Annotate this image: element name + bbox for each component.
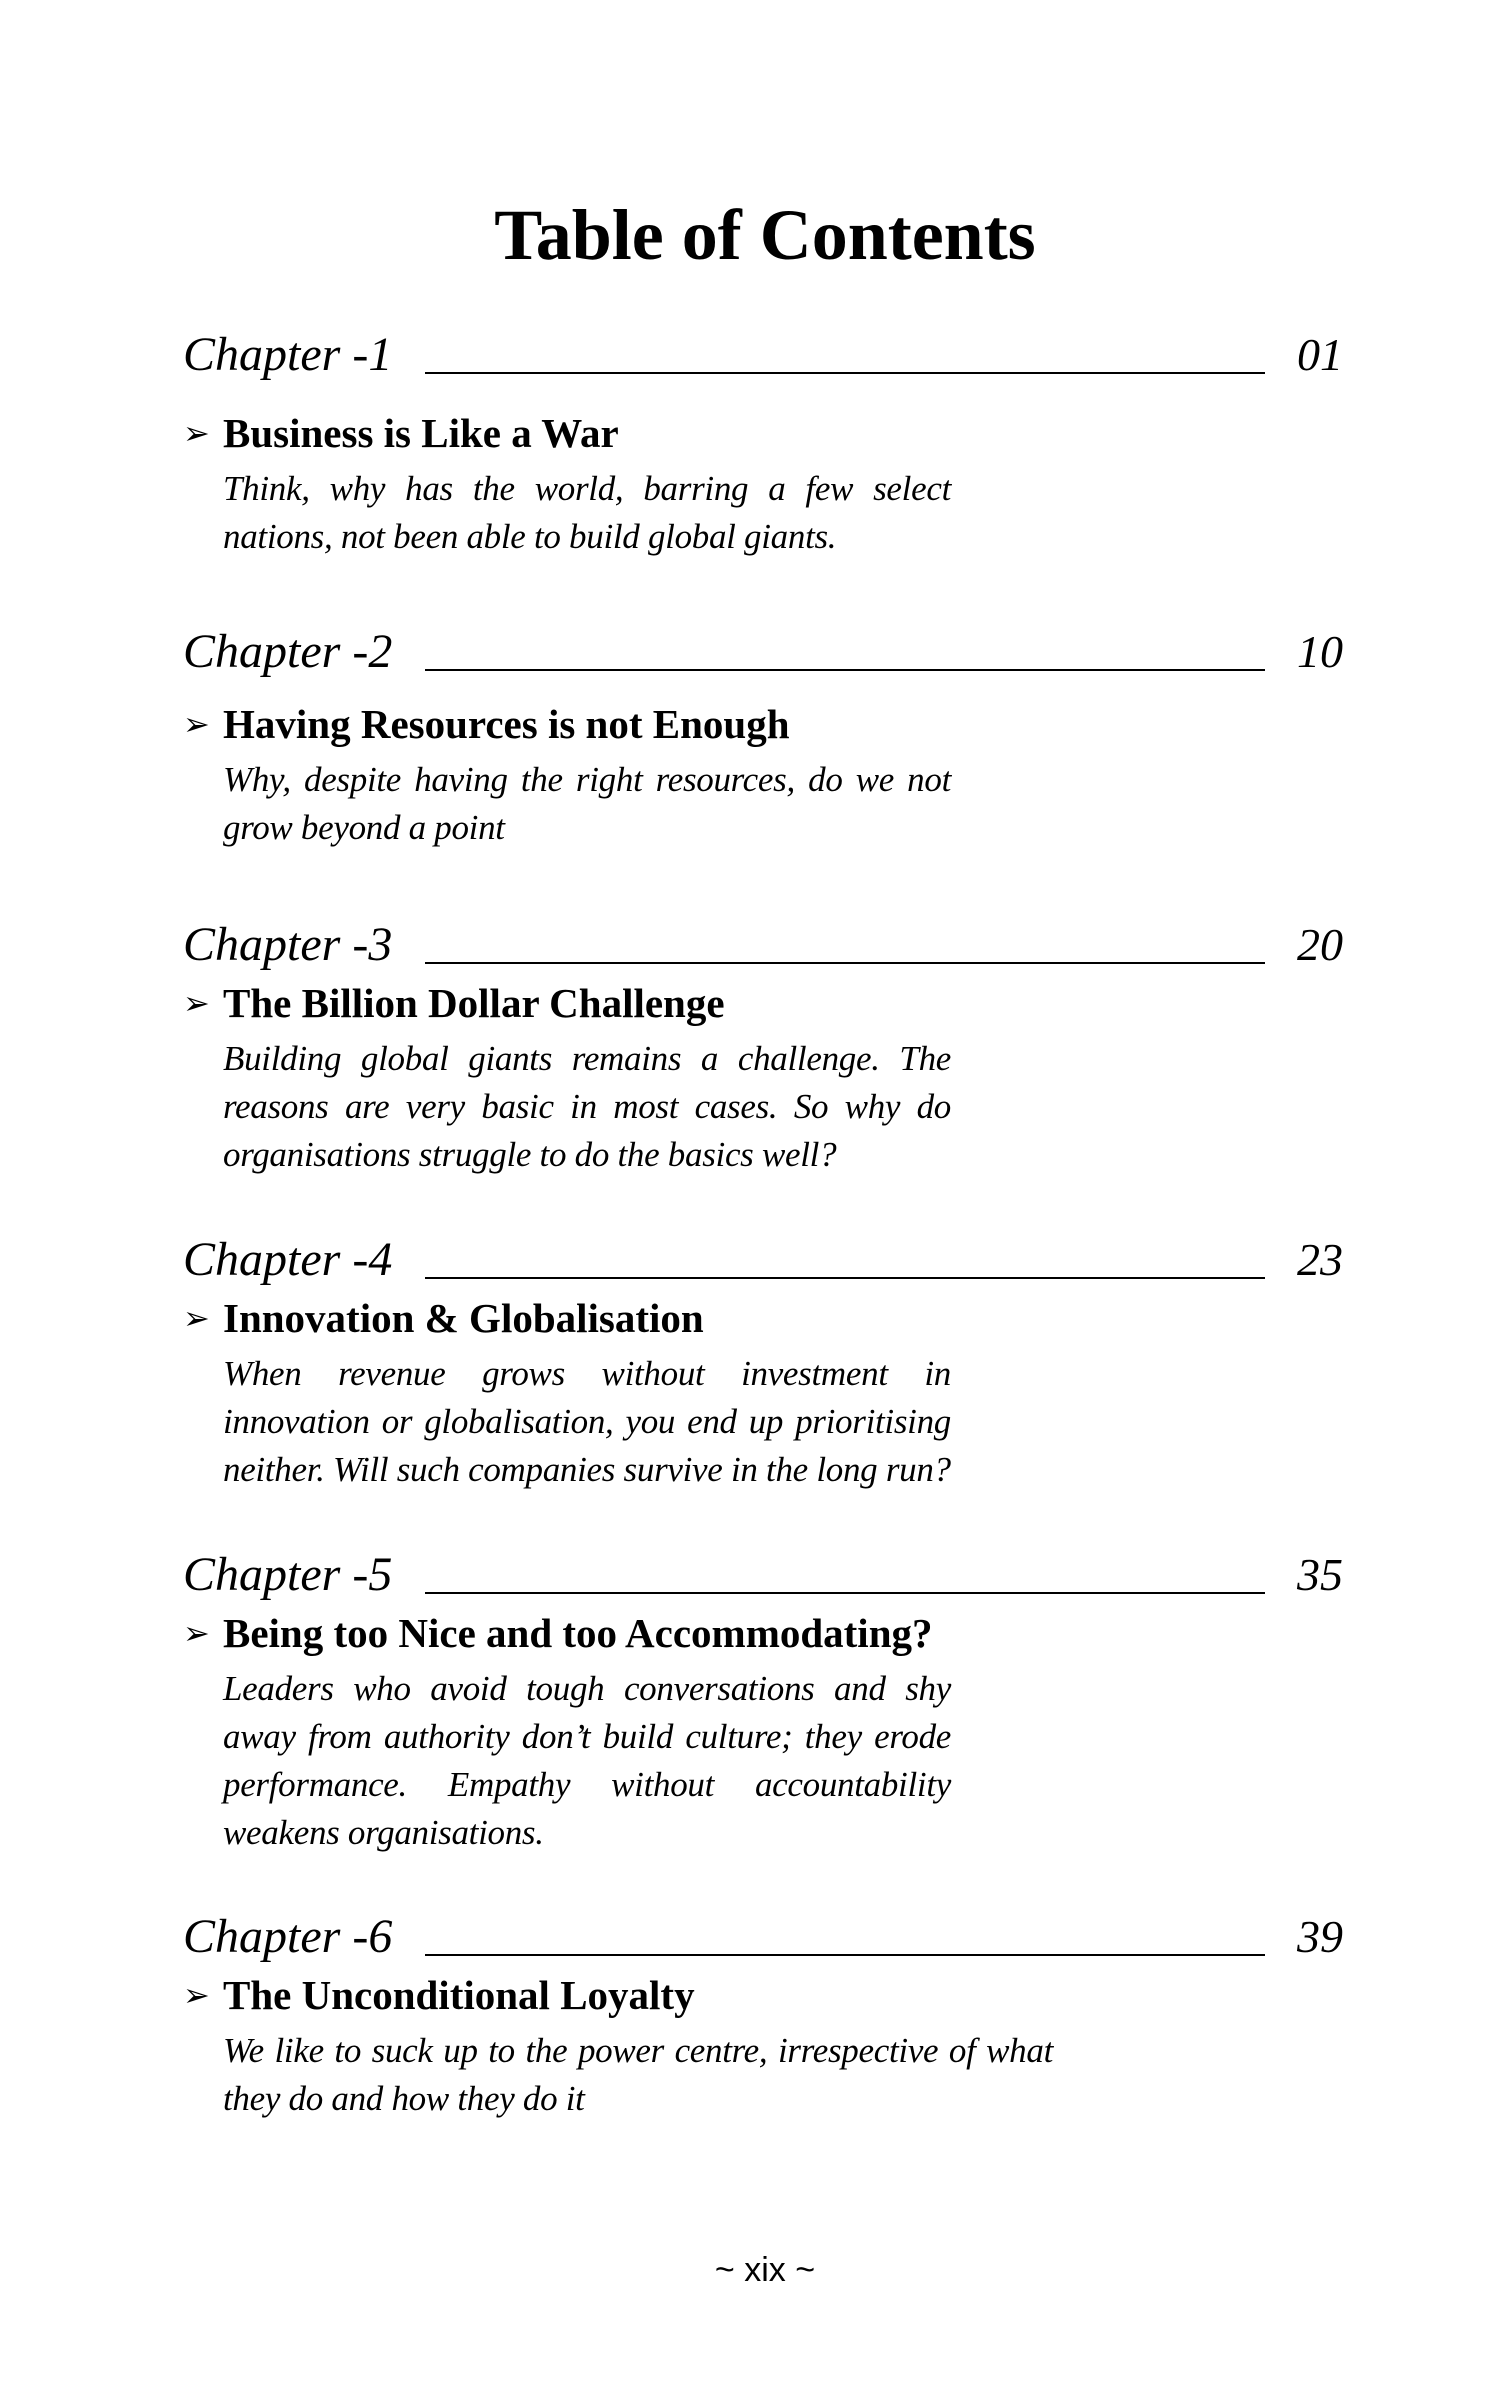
page-title: Table of Contents	[494, 195, 1036, 275]
arrow-bullet-icon: ➢	[183, 1299, 210, 1337]
topic-heading	[183, 975, 1343, 1031]
chapter-heading	[183, 1907, 1343, 1967]
topic-label: The Unconditional Loyalty	[223, 1972, 695, 2018]
topic-heading	[183, 1605, 1343, 1661]
chapter-heading	[183, 1545, 1343, 1605]
topic-label: Having Resources is not Enough	[223, 701, 790, 747]
chapter-label: Chapter -6	[183, 1910, 393, 1963]
leader-line	[425, 372, 1265, 374]
chapter-page-number: 01	[1297, 329, 1343, 380]
chapter-summary: We like to suck up to the power centre, irrespective of what they do and how they do it	[223, 2031, 1053, 2118]
chapter-heading	[183, 915, 1343, 975]
topic-label: Being too Nice and too Accommodating?	[223, 1610, 933, 1656]
arrow-bullet-icon: ➢	[183, 705, 210, 743]
chapter-summary: Building global giants remains a challenge. The reasons are very basic in most cases. So why do organisations struggle to do the basics well?	[223, 1039, 951, 1174]
chapter-heading	[183, 325, 1343, 385]
chapter-page-number: 10	[1297, 626, 1343, 677]
arrow-bullet-icon: ➢	[183, 1614, 210, 1652]
leader-line	[425, 1277, 1265, 1279]
leader-line	[425, 1592, 1265, 1594]
chapter-page-number: 23	[1297, 1234, 1343, 1285]
chapter-summary: Leaders who avoid tough conversations and shy away from authority don’t build culture; they erode performance. Empathy without accountability weakens organisations.	[223, 1669, 951, 1852]
chapter-label: Chapter -3	[183, 918, 393, 971]
topic-label: The Billion Dollar Challenge	[223, 980, 725, 1026]
chapter-label: Chapter -5	[183, 1548, 393, 1601]
chapter-page-number: 35	[1297, 1549, 1343, 1600]
chapter-label: Chapter -4	[183, 1233, 393, 1286]
toc-entry-chapter-5	[183, 1545, 1343, 1857]
leader-line	[425, 962, 1265, 964]
chapter-heading	[183, 1230, 1343, 1290]
topic-heading	[183, 405, 1343, 461]
topic-label: Business is Like a War	[223, 410, 619, 456]
chapter-label: Chapter -1	[183, 328, 393, 381]
topic-heading	[183, 1290, 1343, 1346]
chapter-summary: When revenue grows without investment in innovation or globalisation, you end up prioritising neither. Will such companies survive in the long run?	[223, 1354, 951, 1489]
arrow-bullet-icon: ➢	[183, 984, 210, 1022]
leader-line	[425, 669, 1265, 671]
toc-entry-chapter-1	[183, 325, 1343, 561]
toc-entry-chapter-2	[183, 622, 1343, 852]
chapter-heading	[183, 622, 1343, 682]
topic-heading	[183, 696, 1343, 752]
topic-heading	[183, 1967, 1343, 2023]
page-number: ~ xix ~	[714, 2251, 816, 2289]
toc-entry-chapter-3	[183, 915, 1343, 1179]
chapter-page-number: 20	[1297, 919, 1343, 970]
chapter-label: Chapter -2	[183, 625, 393, 678]
leader-line	[425, 1954, 1265, 1956]
topic-label: Innovation & Globalisation	[223, 1295, 704, 1341]
toc-entry-chapter-4	[183, 1230, 1343, 1494]
chapter-page-number: 39	[1297, 1911, 1343, 1962]
arrow-bullet-icon: ➢	[183, 1976, 210, 2014]
chapter-summary: Think, why has the world, barring a few select nations, not been able to build global giants.	[223, 469, 951, 556]
arrow-bullet-icon: ➢	[183, 414, 210, 452]
toc-entry-chapter-6	[183, 1907, 1343, 2123]
chapter-summary: Why, despite having the right resources, do we not grow beyond a point	[223, 760, 951, 847]
